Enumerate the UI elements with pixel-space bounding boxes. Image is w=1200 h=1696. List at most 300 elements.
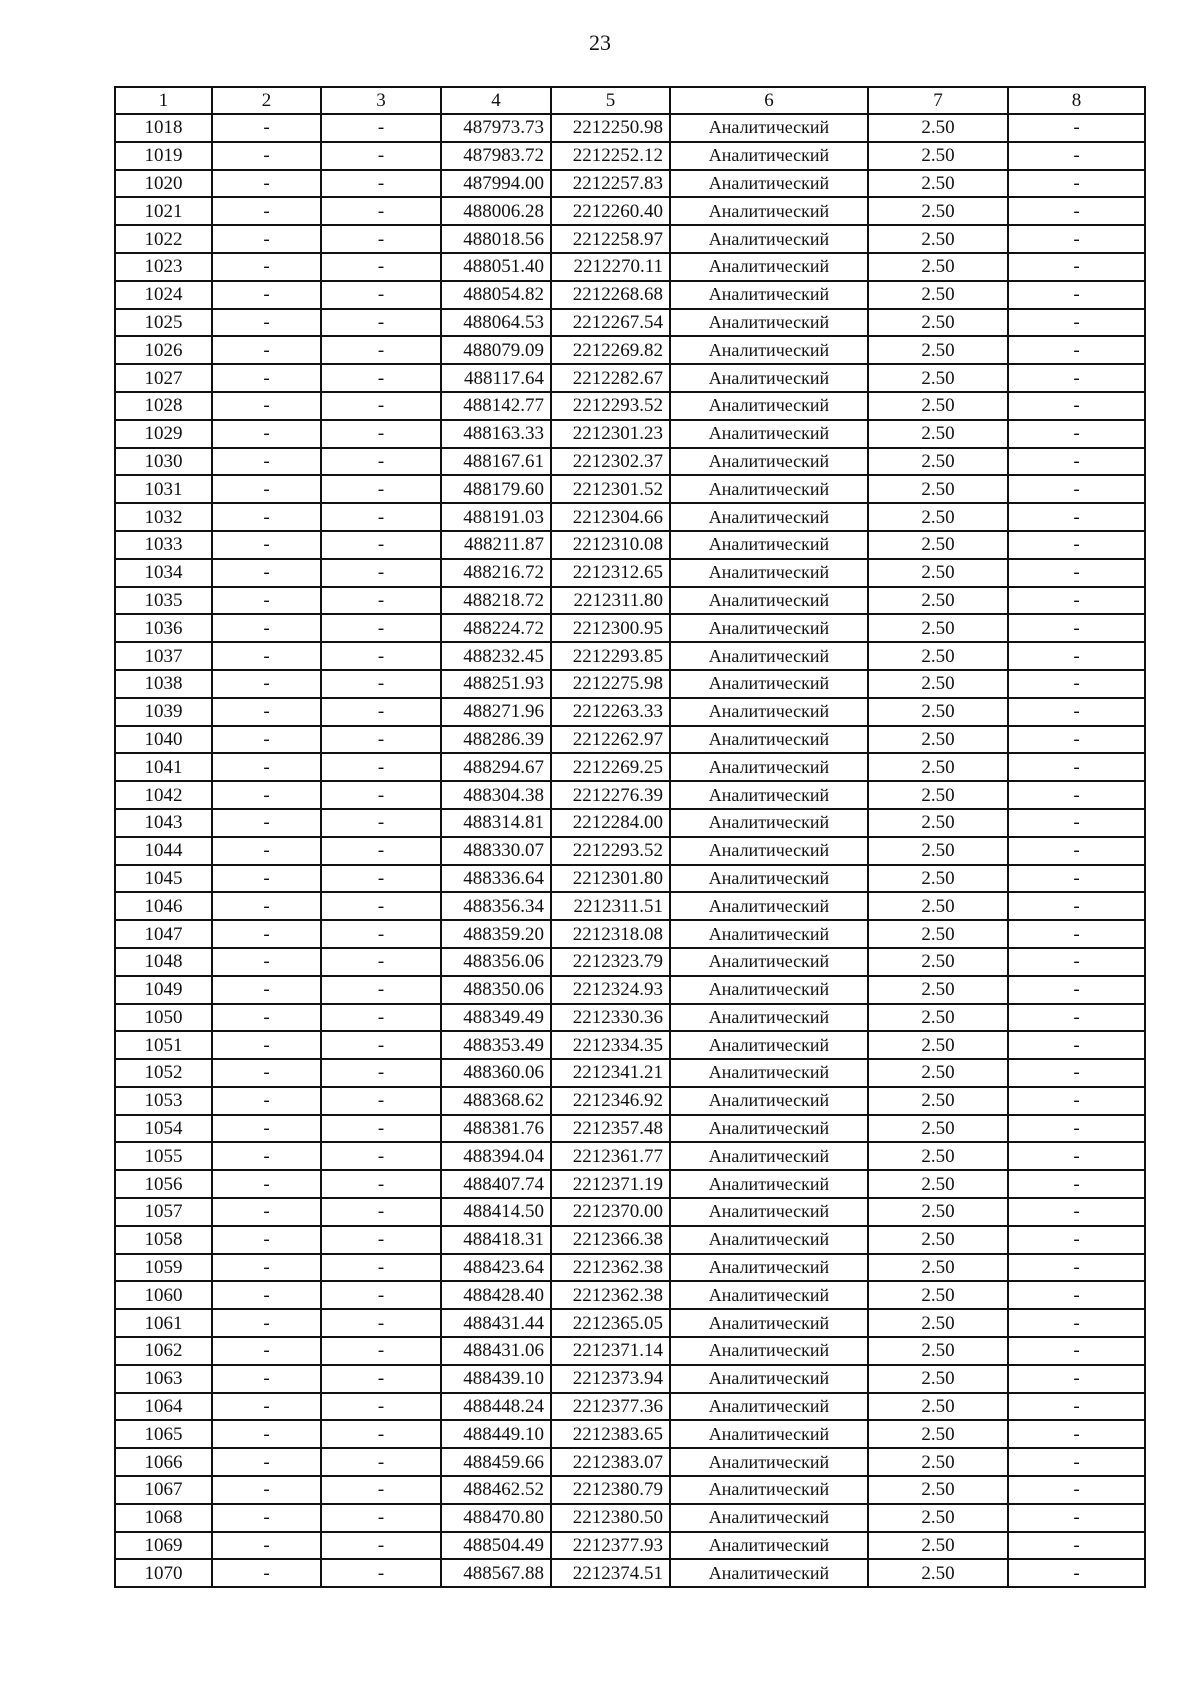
cell-point-number: 1063 [115, 1365, 212, 1393]
cell-coord-x: 488414.50 [441, 1198, 551, 1226]
cell-coord-y: 2212250.98 [551, 114, 670, 142]
cell-col-2: - [212, 336, 321, 364]
cell-coord-x: 488006.28 [441, 197, 551, 225]
cell-coord-x: 488054.82 [441, 281, 551, 309]
table-row [115, 670, 1145, 698]
cell-col-2: - [212, 865, 321, 893]
cell-col-8: - [1008, 1059, 1145, 1087]
cell-coord-x: 488064.53 [441, 309, 551, 337]
cell-method: Аналитический [670, 809, 868, 837]
cell-accuracy: 2.50 [868, 142, 1008, 170]
cell-accuracy: 2.50 [868, 642, 1008, 670]
cell-col-8: - [1008, 642, 1145, 670]
cell-col-2: - [212, 698, 321, 726]
cell-col-2: - [212, 142, 321, 170]
cell-col-2: - [212, 1004, 321, 1032]
cell-method: Аналитический [670, 392, 868, 420]
cell-col-2: - [212, 531, 321, 559]
cell-col-3: - [321, 225, 441, 253]
cell-col-8: - [1008, 1309, 1145, 1337]
cell-coord-x: 488459.66 [441, 1448, 551, 1476]
cell-col-3: - [321, 336, 441, 364]
cell-col-2: - [212, 809, 321, 837]
cell-col-2: - [212, 559, 321, 587]
cell-accuracy: 2.50 [868, 809, 1008, 837]
cell-point-number: 1055 [115, 1142, 212, 1170]
cell-method: Аналитический [670, 559, 868, 587]
cell-method: Аналитический [670, 1226, 868, 1254]
cell-coord-x: 488359.20 [441, 920, 551, 948]
table-row [115, 837, 1145, 865]
cell-method: Аналитический [670, 1476, 868, 1504]
cell-col-3: - [321, 420, 441, 448]
cell-coord-x: 487994.00 [441, 170, 551, 198]
cell-coord-y: 2212371.14 [551, 1337, 670, 1365]
cell-col-2: - [212, 114, 321, 142]
cell-accuracy: 2.50 [868, 114, 1008, 142]
cell-point-number: 1061 [115, 1309, 212, 1337]
cell-col-8: - [1008, 531, 1145, 559]
cell-point-number: 1028 [115, 392, 212, 420]
cell-col-8: - [1008, 1448, 1145, 1476]
cell-coord-y: 2212304.66 [551, 503, 670, 531]
cell-accuracy: 2.50 [868, 670, 1008, 698]
cell-point-number: 1047 [115, 920, 212, 948]
cell-coord-y: 2212311.80 [551, 587, 670, 615]
cell-col-3: - [321, 1448, 441, 1476]
cell-point-number: 1018 [115, 114, 212, 142]
cell-accuracy: 2.50 [868, 309, 1008, 337]
column-header-8: 8 [1008, 87, 1145, 114]
table-row [115, 892, 1145, 920]
cell-coord-x: 488428.40 [441, 1281, 551, 1309]
table-row [115, 1254, 1145, 1282]
cell-accuracy: 2.50 [868, 837, 1008, 865]
cell-col-8: - [1008, 698, 1145, 726]
cell-method: Аналитический [670, 948, 868, 976]
cell-col-3: - [321, 670, 441, 698]
cell-method: Аналитический [670, 1309, 868, 1337]
cell-coord-x: 488504.49 [441, 1532, 551, 1560]
cell-point-number: 1070 [115, 1559, 212, 1587]
cell-col-3: - [321, 1476, 441, 1504]
cell-coord-y: 2212282.67 [551, 364, 670, 392]
table-row [115, 642, 1145, 670]
cell-coord-x: 488353.49 [441, 1031, 551, 1059]
cell-coord-x: 488336.64 [441, 865, 551, 893]
cell-point-number: 1033 [115, 531, 212, 559]
cell-coord-x: 488360.06 [441, 1059, 551, 1087]
cell-col-2: - [212, 1115, 321, 1143]
table-row [115, 503, 1145, 531]
cell-coord-y: 2212324.93 [551, 976, 670, 1004]
cell-col-3: - [321, 197, 441, 225]
cell-col-2: - [212, 1226, 321, 1254]
cell-col-8: - [1008, 1393, 1145, 1421]
cell-coord-y: 2212370.00 [551, 1198, 670, 1226]
cell-accuracy: 2.50 [868, 1142, 1008, 1170]
cell-coord-y: 2212377.36 [551, 1393, 670, 1421]
cell-col-8: - [1008, 503, 1145, 531]
cell-method: Аналитический [670, 531, 868, 559]
cell-col-8: - [1008, 1142, 1145, 1170]
cell-method: Аналитический [670, 670, 868, 698]
cell-col-3: - [321, 726, 441, 754]
cell-point-number: 1059 [115, 1254, 212, 1282]
cell-col-3: - [321, 475, 441, 503]
cell-method: Аналитический [670, 1393, 868, 1421]
cell-accuracy: 2.50 [868, 281, 1008, 309]
cell-point-number: 1049 [115, 976, 212, 1004]
cell-col-2: - [212, 670, 321, 698]
cell-method: Аналитический [670, 309, 868, 337]
cell-coord-x: 488018.56 [441, 225, 551, 253]
cell-col-2: - [212, 1476, 321, 1504]
table-row [115, 114, 1145, 142]
cell-point-number: 1041 [115, 753, 212, 781]
cell-point-number: 1054 [115, 1115, 212, 1143]
table-row [115, 726, 1145, 754]
cell-point-number: 1060 [115, 1281, 212, 1309]
cell-coord-y: 2212383.07 [551, 1448, 670, 1476]
table-row [115, 531, 1145, 559]
table-row [115, 1448, 1145, 1476]
cell-method: Аналитический [670, 920, 868, 948]
cell-method: Аналитический [670, 1420, 868, 1448]
cell-method: Аналитический [670, 336, 868, 364]
cell-coord-y: 2212260.40 [551, 197, 670, 225]
cell-col-8: - [1008, 1115, 1145, 1143]
cell-coord-y: 2212383.65 [551, 1420, 670, 1448]
cell-method: Аналитический [670, 1365, 868, 1393]
cell-point-number: 1065 [115, 1420, 212, 1448]
cell-col-2: - [212, 448, 321, 476]
cell-coord-y: 2212301.80 [551, 865, 670, 893]
cell-coord-y: 2212334.35 [551, 1031, 670, 1059]
table-row [115, 1559, 1145, 1587]
cell-method: Аналитический [670, 642, 868, 670]
cell-method: Аналитический [670, 753, 868, 781]
cell-col-8: - [1008, 475, 1145, 503]
cell-col-8: - [1008, 948, 1145, 976]
cell-col-3: - [321, 865, 441, 893]
cell-col-3: - [321, 531, 441, 559]
cell-coord-x: 488356.34 [441, 892, 551, 920]
cell-coord-x: 488232.45 [441, 642, 551, 670]
cell-point-number: 1068 [115, 1504, 212, 1532]
table-row [115, 253, 1145, 281]
cell-method: Аналитический [670, 1559, 868, 1587]
coordinates-table [114, 86, 1146, 1588]
cell-accuracy: 2.50 [868, 392, 1008, 420]
cell-col-3: - [321, 892, 441, 920]
cell-col-2: - [212, 1031, 321, 1059]
cell-col-3: - [321, 1004, 441, 1032]
cell-method: Аналитический [670, 1115, 868, 1143]
cell-col-8: - [1008, 614, 1145, 642]
cell-method: Аналитический [670, 114, 868, 142]
cell-accuracy: 2.50 [868, 1087, 1008, 1115]
cell-coord-x: 488439.10 [441, 1365, 551, 1393]
cell-col-8: - [1008, 1504, 1145, 1532]
cell-coord-y: 2212346.92 [551, 1087, 670, 1115]
cell-col-8: - [1008, 1420, 1145, 1448]
cell-coord-y: 2212374.51 [551, 1559, 670, 1587]
cell-coord-y: 2212257.83 [551, 170, 670, 198]
table-row [115, 1115, 1145, 1143]
cell-coord-x: 488314.81 [441, 809, 551, 837]
table-row [115, 809, 1145, 837]
cell-point-number: 1045 [115, 865, 212, 893]
cell-col-3: - [321, 948, 441, 976]
cell-point-number: 1056 [115, 1170, 212, 1198]
table-row [115, 392, 1145, 420]
cell-coord-x: 487973.73 [441, 114, 551, 142]
cell-col-3: - [321, 1087, 441, 1115]
cell-coord-x: 488286.39 [441, 726, 551, 754]
table-row [115, 1059, 1145, 1087]
cell-accuracy: 2.50 [868, 587, 1008, 615]
cell-accuracy: 2.50 [868, 1309, 1008, 1337]
cell-coord-y: 2212366.38 [551, 1226, 670, 1254]
cell-point-number: 1029 [115, 420, 212, 448]
table-row [115, 920, 1145, 948]
cell-coord-y: 2212312.65 [551, 559, 670, 587]
cell-col-3: - [321, 1420, 441, 1448]
cell-coord-y: 2212357.48 [551, 1115, 670, 1143]
cell-col-3: - [321, 392, 441, 420]
cell-point-number: 1025 [115, 309, 212, 337]
cell-col-8: - [1008, 809, 1145, 837]
table-row [115, 753, 1145, 781]
table-row [115, 948, 1145, 976]
cell-col-2: - [212, 642, 321, 670]
cell-coord-x: 488349.49 [441, 1004, 551, 1032]
cell-accuracy: 2.50 [868, 1559, 1008, 1587]
cell-method: Аналитический [670, 503, 868, 531]
cell-method: Аналитический [670, 420, 868, 448]
cell-point-number: 1066 [115, 1448, 212, 1476]
cell-col-3: - [321, 1309, 441, 1337]
cell-point-number: 1036 [115, 614, 212, 642]
cell-coord-x: 488211.87 [441, 531, 551, 559]
cell-col-2: - [212, 1170, 321, 1198]
cell-col-2: - [212, 1198, 321, 1226]
cell-point-number: 1048 [115, 948, 212, 976]
table-row [115, 197, 1145, 225]
cell-point-number: 1064 [115, 1393, 212, 1421]
cell-accuracy: 2.50 [868, 1504, 1008, 1532]
cell-method: Аналитический [670, 197, 868, 225]
cell-method: Аналитический [670, 781, 868, 809]
column-header-7: 7 [868, 87, 1008, 114]
cell-coord-x: 488163.33 [441, 420, 551, 448]
cell-col-2: - [212, 281, 321, 309]
cell-point-number: 1051 [115, 1031, 212, 1059]
cell-coord-y: 2212270.11 [551, 253, 670, 281]
cell-point-number: 1035 [115, 587, 212, 615]
cell-point-number: 1052 [115, 1059, 212, 1087]
cell-coord-y: 2212275.98 [551, 670, 670, 698]
cell-col-3: - [321, 1115, 441, 1143]
cell-col-3: - [321, 309, 441, 337]
cell-col-8: - [1008, 114, 1145, 142]
cell-col-8: - [1008, 1004, 1145, 1032]
cell-coord-y: 2212365.05 [551, 1309, 670, 1337]
cell-coord-y: 2212262.97 [551, 726, 670, 754]
cell-col-8: - [1008, 1170, 1145, 1198]
cell-coord-y: 2212284.00 [551, 809, 670, 837]
cell-coord-x: 488224.72 [441, 614, 551, 642]
cell-point-number: 1053 [115, 1087, 212, 1115]
cell-method: Аналитический [670, 976, 868, 1004]
cell-coord-y: 2212362.38 [551, 1254, 670, 1282]
cell-coord-x: 488381.76 [441, 1115, 551, 1143]
cell-accuracy: 2.50 [868, 726, 1008, 754]
cell-col-3: - [321, 114, 441, 142]
cell-col-8: - [1008, 920, 1145, 948]
cell-method: Аналитический [670, 698, 868, 726]
cell-coord-x: 488431.06 [441, 1337, 551, 1365]
cell-col-3: - [321, 1532, 441, 1560]
cell-accuracy: 2.50 [868, 364, 1008, 392]
cell-col-3: - [321, 642, 441, 670]
cell-coord-y: 2212371.19 [551, 1170, 670, 1198]
cell-method: Аналитический [670, 448, 868, 476]
cell-col-2: - [212, 503, 321, 531]
cell-col-2: - [212, 920, 321, 948]
cell-col-2: - [212, 1281, 321, 1309]
table-row [115, 865, 1145, 893]
cell-point-number: 1021 [115, 197, 212, 225]
cell-point-number: 1046 [115, 892, 212, 920]
cell-coord-x: 488567.88 [441, 1559, 551, 1587]
table-row [115, 1309, 1145, 1337]
cell-col-2: - [212, 1337, 321, 1365]
cell-point-number: 1057 [115, 1198, 212, 1226]
cell-col-3: - [321, 781, 441, 809]
cell-coord-x: 488449.10 [441, 1420, 551, 1448]
table-row [115, 170, 1145, 198]
cell-col-2: - [212, 587, 321, 615]
cell-col-8: - [1008, 1559, 1145, 1587]
cell-col-3: - [321, 1559, 441, 1587]
cell-accuracy: 2.50 [868, 1337, 1008, 1365]
cell-col-2: - [212, 309, 321, 337]
table-body [115, 114, 1145, 1587]
cell-point-number: 1069 [115, 1532, 212, 1560]
cell-point-number: 1067 [115, 1476, 212, 1504]
cell-col-2: - [212, 1559, 321, 1587]
cell-point-number: 1032 [115, 503, 212, 531]
cell-coord-y: 2212267.54 [551, 309, 670, 337]
cell-coord-x: 488418.31 [441, 1226, 551, 1254]
cell-method: Аналитический [670, 892, 868, 920]
cell-accuracy: 2.50 [868, 197, 1008, 225]
cell-point-number: 1042 [115, 781, 212, 809]
cell-col-8: - [1008, 1281, 1145, 1309]
cell-coord-y: 2212373.94 [551, 1365, 670, 1393]
cell-accuracy: 2.50 [868, 1226, 1008, 1254]
cell-method: Аналитический [670, 1142, 868, 1170]
cell-col-3: - [321, 976, 441, 1004]
table-row [115, 1198, 1145, 1226]
cell-coord-y: 2212341.21 [551, 1059, 670, 1087]
cell-col-2: - [212, 392, 321, 420]
cell-point-number: 1040 [115, 726, 212, 754]
cell-coord-y: 2212258.97 [551, 225, 670, 253]
cell-method: Аналитический [670, 1087, 868, 1115]
cell-col-8: - [1008, 1476, 1145, 1504]
cell-coord-y: 2212330.36 [551, 1004, 670, 1032]
table-row [115, 1281, 1145, 1309]
cell-col-8: - [1008, 448, 1145, 476]
cell-col-2: - [212, 1532, 321, 1560]
cell-coord-y: 2212361.77 [551, 1142, 670, 1170]
cell-col-8: - [1008, 142, 1145, 170]
cell-coord-x: 488079.09 [441, 336, 551, 364]
table-row [115, 1004, 1145, 1032]
cell-coord-y: 2212310.08 [551, 531, 670, 559]
cell-col-8: - [1008, 170, 1145, 198]
cell-accuracy: 2.50 [868, 1004, 1008, 1032]
cell-method: Аналитический [670, 1254, 868, 1282]
cell-coord-y: 2212318.08 [551, 920, 670, 948]
cell-col-2: - [212, 253, 321, 281]
cell-col-3: - [321, 281, 441, 309]
table-row [115, 364, 1145, 392]
cell-col-8: - [1008, 309, 1145, 337]
cell-point-number: 1034 [115, 559, 212, 587]
cell-method: Аналитический [670, 1170, 868, 1198]
table-row [115, 587, 1145, 615]
cell-accuracy: 2.50 [868, 1254, 1008, 1282]
cell-coord-x: 487983.72 [441, 142, 551, 170]
cell-coord-y: 2212300.95 [551, 614, 670, 642]
cell-col-3: - [321, 1059, 441, 1087]
cell-coord-x: 488271.96 [441, 698, 551, 726]
table-row [115, 142, 1145, 170]
column-header-1: 1 [115, 87, 212, 114]
cell-col-3: - [321, 448, 441, 476]
cell-col-8: - [1008, 225, 1145, 253]
cell-col-8: - [1008, 670, 1145, 698]
cell-method: Аналитический [670, 142, 868, 170]
table-row [115, 1532, 1145, 1560]
cell-coord-x: 488304.38 [441, 781, 551, 809]
cell-accuracy: 2.50 [868, 559, 1008, 587]
cell-col-3: - [321, 1281, 441, 1309]
cell-col-8: - [1008, 1226, 1145, 1254]
cell-point-number: 1026 [115, 336, 212, 364]
cell-col-2: - [212, 892, 321, 920]
cell-method: Аналитический [670, 1281, 868, 1309]
cell-col-2: - [212, 170, 321, 198]
cell-col-2: - [212, 1254, 321, 1282]
cell-coord-x: 488423.64 [441, 1254, 551, 1282]
column-header-3: 3 [321, 87, 441, 114]
cell-accuracy: 2.50 [868, 1365, 1008, 1393]
cell-method: Аналитический [670, 1448, 868, 1476]
cell-coord-x: 488330.07 [441, 837, 551, 865]
cell-accuracy: 2.50 [868, 448, 1008, 476]
cell-col-8: - [1008, 781, 1145, 809]
cell-col-8: - [1008, 976, 1145, 1004]
table-row [115, 225, 1145, 253]
cell-point-number: 1031 [115, 475, 212, 503]
cell-coord-y: 2212276.39 [551, 781, 670, 809]
cell-point-number: 1023 [115, 253, 212, 281]
